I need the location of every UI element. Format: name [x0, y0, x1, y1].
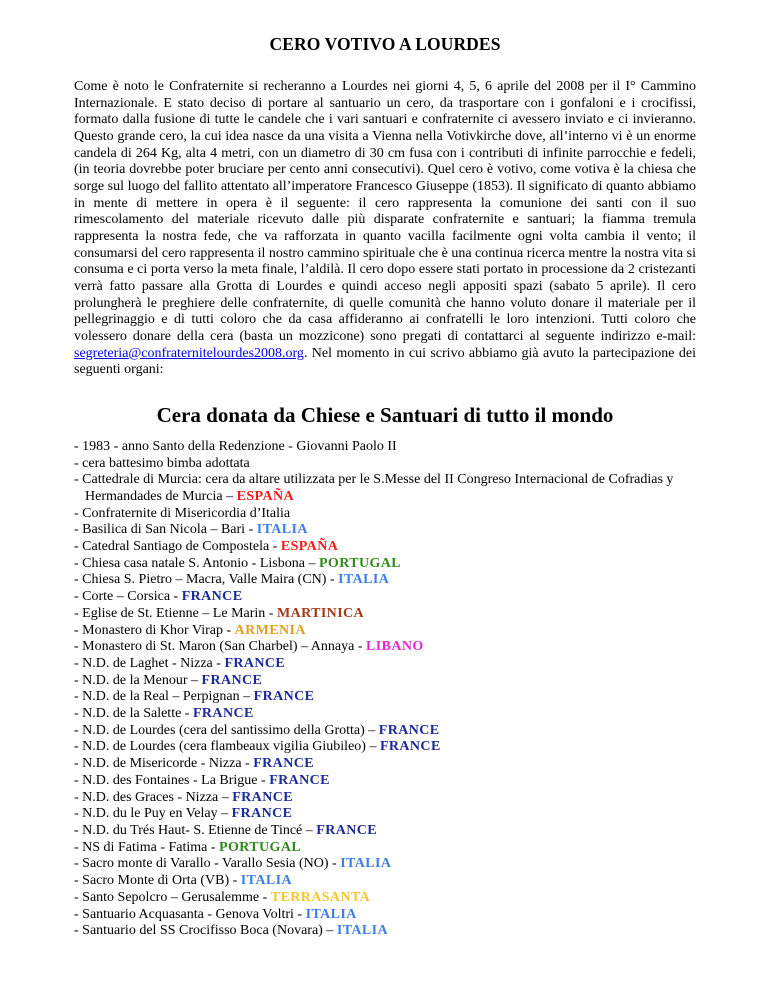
section-title: Cera donata da Chiese e Santuari di tutto il mondo [156, 402, 614, 427]
list-item [74, 773, 696, 790]
intro-text-end: . Nel momento in cui scrivo abbiamo già avuto la partecipazione dei seguenti organi: [74, 345, 696, 378]
document-page [74, 26, 696, 940]
list-item-text: - Sacro Monte di Orta (VB) - [74, 873, 241, 889]
list-item [74, 506, 696, 523]
list-item [74, 606, 696, 623]
list-item [74, 673, 696, 690]
country-label: ITALIA [256, 522, 308, 538]
country-label: ESPAÑA [280, 539, 339, 555]
list-item [74, 556, 696, 573]
list-item-text: - Santo Sepolcro – Gerusalemme - [74, 889, 271, 905]
donor-list [74, 439, 696, 940]
list-item-text: - Sacro monte di Varallo - Varallo Sesia (NO) - [74, 856, 341, 872]
list-item [74, 472, 696, 505]
list-item [74, 790, 696, 807]
list-item-text: - Catedral Santiago de Compostela - [74, 539, 281, 555]
list-item [74, 723, 696, 740]
list-item-text: - cera battesimo bimba adottata [74, 455, 250, 471]
country-label: TERRASANTA [270, 889, 371, 905]
list-item [74, 456, 696, 473]
list-item-text: - N.D. du Trés Haut- S. Etienne de Tincé – [74, 822, 317, 838]
list-item-text: - NS di Fatima - Fatima - [74, 839, 220, 855]
list-item [74, 739, 696, 756]
list-item-text: - N.D. de la Salette - [74, 706, 193, 722]
list-item-text: - Chiesa casa natale S. Antonio - Lisbona – [74, 555, 319, 571]
country-label: FRANCE [224, 655, 286, 671]
list-item [74, 623, 696, 640]
country-label: PORTUGAL [318, 555, 401, 571]
country-label: ITALIA [338, 572, 390, 588]
list-item-text: - N.D. des Fontaines - La Brigue - [74, 772, 270, 788]
country-label: FRANCE [231, 806, 293, 822]
list-item [74, 923, 696, 940]
list-item-text: - N.D. de Lourdes (cera flambeaux vigilia Giubileo) – [74, 739, 380, 755]
list-item [74, 890, 696, 907]
list-item-text: - N.D. de Laghet - Nizza - [74, 655, 225, 671]
list-item-text: - Basilica di San Nicola – Bari - [74, 522, 257, 538]
list-item [74, 823, 696, 840]
list-item-text: - Santuario Acquasanta - Genova Voltri - [74, 906, 306, 922]
country-label: FRANCE [181, 589, 243, 605]
list-item [74, 806, 696, 823]
country-label: ITALIA [240, 873, 292, 889]
document-title: CERO VOTIVO A LOURDES [269, 34, 501, 54]
list-item [74, 522, 696, 539]
list-item [74, 756, 696, 773]
list-item [74, 656, 696, 673]
list-item [74, 907, 696, 924]
list-item [74, 589, 696, 606]
list-item [74, 439, 696, 456]
list-item-text: - N.D. des Graces - Nizza – [74, 789, 233, 805]
list-item [74, 873, 696, 890]
list-item [74, 539, 696, 556]
list-item-text: - N.D. de Lourdes (cera del santissimo della Grotta) – [74, 722, 379, 738]
country-label: ESPAÑA [236, 488, 294, 504]
list-item [74, 706, 696, 723]
country-label: FRANCE [253, 756, 314, 772]
list-item-text: - Eglise de St. Etienne – Le Marin - [74, 605, 277, 621]
list-item-text: - Santuario del SS Crocifisso Boca (Novara) – [74, 923, 337, 939]
country-label: ITALIA [336, 923, 388, 939]
list-item [74, 856, 696, 873]
country-label: FRANCE [201, 672, 263, 688]
intro-paragraph [74, 79, 696, 379]
list-item-text: - N.D. de Misericorde - Nizza - [74, 756, 254, 772]
list-item-text: - Chiesa S. Pietro – Macra, Valle Maira (CN) - [74, 572, 339, 588]
list-item-text: - Monastero di Khor Virap - [74, 622, 235, 638]
country-label: FRANCE [192, 706, 254, 722]
list-item-text: - Cattedrale di Murcia: cera da altare utilizzata per le S.Messe del II Congreso Internacional de Cofradias y Hermandades de Murcia – [74, 472, 674, 504]
country-label: FRANCE [379, 739, 441, 755]
country-label: FRANCE [378, 722, 440, 738]
country-label: ARMENIA [234, 622, 306, 638]
list-item-text: - Confraternite di Misericordia d’Italia [74, 505, 291, 521]
country-label: FRANCE [232, 789, 293, 805]
list-item-text: - N.D. de la Menour – [74, 672, 202, 688]
country-label: MARTINICA [276, 605, 365, 621]
email-link[interactable]: segreteria@confraternitelourdes2008.org [74, 345, 304, 361]
country-label: FRANCE [316, 822, 378, 838]
intro-text: Come è noto le Confraternite si recheranno a Lourdes nei giorni 4, 5, 6 aprile del 2008 per il I° Cammino Internazionale. E stato deciso di portare al santuario un cero, da trasportare con i gonfaloni e i crocifissi, formato dalla fusione di tutte le candele che i vari santuari e confraternite ci avessero inviato e ci invieranno. Questo grande cero, la cui idea nasce da una visita a Vienna nella Votivkirche dove, all’interno vi è un enorme candela di 264 Kg, alta 4 metri, con un diametro di 30 cm fusa con i contributi di infinite parrocchie e fedeli, (in teoria dovrebbe poter bruciare per cento anni consecutivi). Quel cero è votivo, come votiva è la chiesa che sorge sul luogo del fallito attentato all’imperatore Francesco Giuseppe (1853). Il significato di quanto abbiamo in mente di mettere in opera è il seguente: il cero rappresenta la comunione dei santi con il suo rimescolamento del materiale ricevuto dalle più disparate confraternite e santuari; la fiamma tremula rappresenta la nostra fede, che va rafforzata in quanto vacilla facilmente ogni volta cambia il vento; il consumarsi del cero rappresenta il nostro cammino spirituale che è una continua ricerca mentre la nostra vita si consuma e ci porta verso la meta finale, l’aldilà. Il cero dopo essere stati portato in processione da 2 cristezanti verrà fatto passare alla Grotta di Lourdes e quindi acceso negli appositi spazi (sabato 5 aprile). Il cero prolungherà le preghiere delle confraternite, di quelle comunità che hanno voluto donare il materiale per il pellegrinaggio e di tutti coloro che da casa affideranno ai confratelli le loro intenzioni. Tutti coloro che volessero donare della cera (basta un mozzicone) sono pregati di contattarci al seguente indirizzo e-mail: [74, 79, 696, 344]
country-label: PORTUGAL [219, 839, 302, 855]
list-item-text: - 1983 - anno Santo della Redenzione - Giovanni Paolo II [74, 438, 397, 454]
country-label: FRANCE [253, 689, 315, 705]
list-item [74, 840, 696, 857]
country-label: ITALIA [340, 856, 392, 872]
list-item [74, 572, 696, 589]
list-item [74, 689, 696, 706]
list-item-text: - Monastero di St. Maron (San Charbel) – Annaya - [74, 639, 366, 655]
list-item-text: - Corte – Corsica - [74, 589, 182, 605]
country-label: LIBANO [366, 639, 424, 655]
country-label: FRANCE [269, 772, 330, 788]
list-item-text: - N.D. du le Puy en Velay – [74, 806, 232, 822]
list-item-text: - N.D. de la Real – Perpignan – [74, 689, 254, 705]
country-label: ITALIA [305, 906, 357, 922]
list-item [74, 639, 696, 656]
